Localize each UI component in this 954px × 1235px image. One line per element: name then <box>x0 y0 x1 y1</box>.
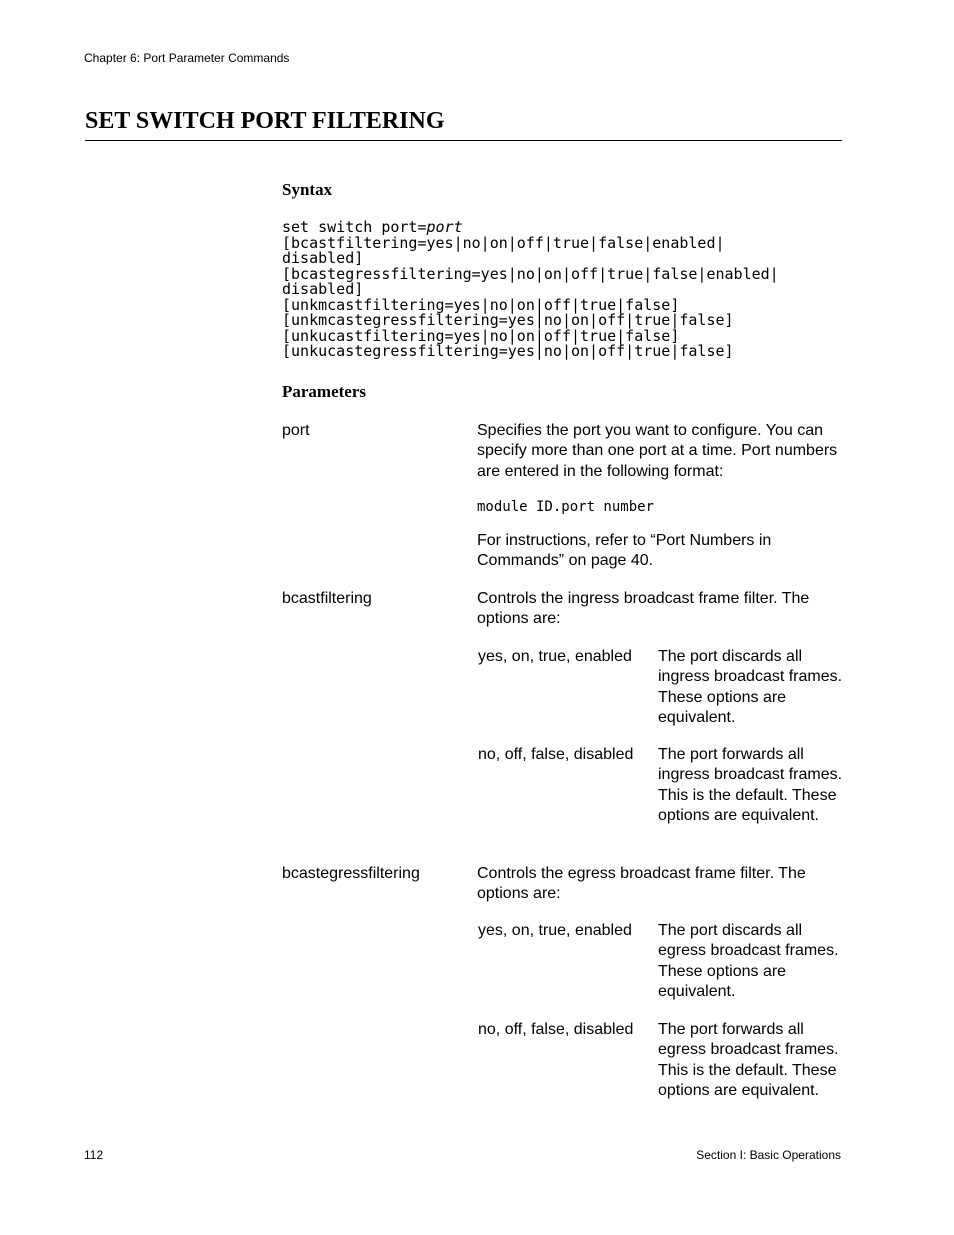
chapter-header: Chapter 6: Port Parameter Commands <box>84 51 290 65</box>
footer-section: Section I: Basic Operations <box>696 1148 841 1162</box>
param-port-desc: Specifies the port you want to configure. You can specify more than one port at a time. Port numbers are entered in the following format: <box>477 422 838 480</box>
param-bcastegressfiltering-desc: Controls the egress broadcast frame filter. The options are: <box>477 865 806 903</box>
syntax-port-arg: port <box>426 218 463 236</box>
syntax-line: [bcastfiltering=yes|no|on|off|true|false|enabled| <box>282 233 725 252</box>
param-port-note: For instructions, refer to “Port Numbers in Commands” on page 40. <box>477 532 772 570</box>
param-bcastegressfiltering-name: bcastegressfiltering <box>282 865 420 882</box>
param-bcastfiltering-desc: Controls the ingress broadcast frame filter. The options are: <box>477 590 810 628</box>
syntax-line: [bcastegressfiltering=yes|no|on|off|true|false|enabled| <box>282 264 779 283</box>
syntax-block <box>282 220 779 360</box>
option-name: yes, on, true, enabled <box>478 922 632 939</box>
syntax-line: [unkucastfiltering=yes|no|on|off|true|false] <box>282 326 680 345</box>
option-desc: The port discards all ingress broadcast frames. These options are equivalent. <box>658 648 843 726</box>
option-desc: The port forwards all egress broadcast frames. This is the default. These options are equivalent. <box>658 1021 839 1099</box>
option-name: no, off, false, disabled <box>478 1021 634 1038</box>
syntax-command: set switch port= <box>282 218 427 236</box>
option-desc: The port forwards all ingress broadcast frames. This is the default. These options are equivalent. <box>658 746 843 824</box>
option-name: no, off, false, disabled <box>478 746 634 763</box>
syntax-line: [unkmcastfiltering=yes|no|on|off|true|false] <box>282 295 680 314</box>
syntax-line: disabled] <box>282 280 364 298</box>
param-port-name: port <box>282 422 310 439</box>
option-name: yes, on, true, enabled <box>478 648 632 665</box>
param-bcastfiltering-name: bcastfiltering <box>282 590 372 607</box>
syntax-line: [unkucastegressfiltering=yes|no|on|off|true|false] <box>282 342 734 360</box>
title-divider <box>85 140 842 141</box>
page-title: SET SWITCH PORT FILTERING <box>85 108 445 134</box>
option-desc: The port discards all egress broadcast frames. These options are equivalent. <box>658 922 839 1000</box>
page-number: 112 <box>84 1148 104 1162</box>
param-port-format: module ID.port number <box>477 499 655 515</box>
parameters-heading: Parameters <box>282 382 367 401</box>
syntax-heading: Syntax <box>282 180 333 199</box>
syntax-line: [unkmcastegressfiltering=yes|no|on|off|true|false] <box>282 311 734 329</box>
syntax-line: disabled] <box>282 249 364 267</box>
